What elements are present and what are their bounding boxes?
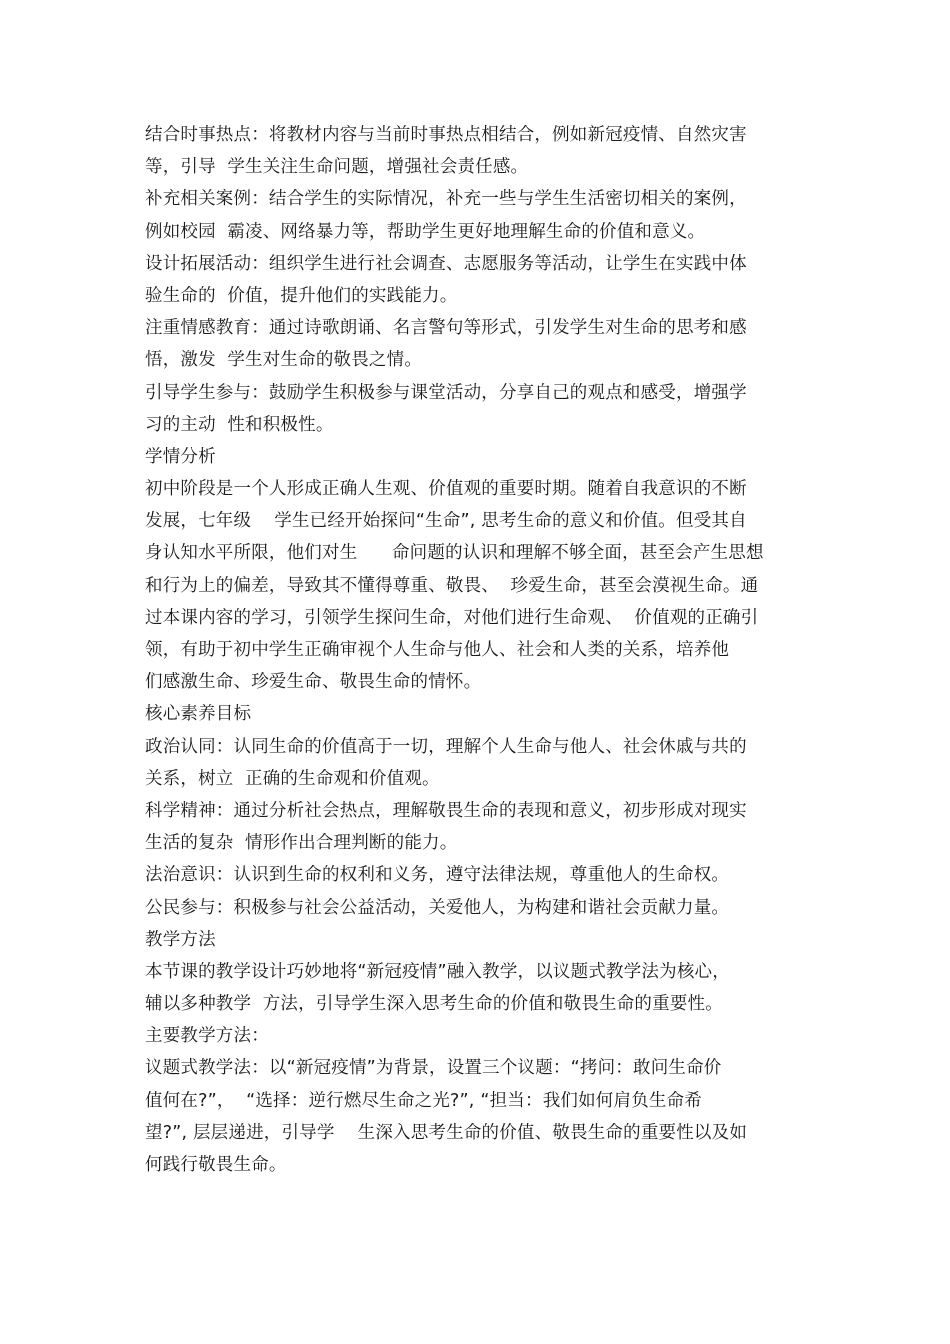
text-line: 教学方法 — [145, 929, 216, 950]
text-line: 法治意识：认识到生命的权利和义务，遵守法律法规，尊重他人的生命权。 — [145, 865, 730, 886]
text-line: 悟，激发 学生对生命的敬畏之情。 — [145, 350, 423, 371]
text-line: 验生命的 价值，提升他们的实践能力。 — [145, 285, 458, 306]
text-line: 主要教学方法： — [145, 1026, 269, 1047]
text-line: 引导学生参与：鼓励学生积极参与课堂活动，分享自己的观点和感受，增强学 — [145, 382, 747, 403]
text-line: 议题式教学法：以“新冠疫情”为背景，设置三个议题：“拷问：敢问生命价 — [145, 1058, 722, 1079]
text-line: 发展，七年级 学生已经开始探问“生命”, 思考生命的意义和价值。但受其自 — [145, 511, 747, 532]
text-line: 过本课内容的学习，引领学生探问生命，对他们进行生命观、 价值观的正确引 — [145, 607, 759, 628]
text-line: 补充相关案例：结合学生的实际情况，补充一些与学生生活密切相关的案例， — [145, 189, 747, 210]
text-line: 学情分析 — [145, 446, 216, 467]
text-line: 习的主动 性和积极性。 — [145, 414, 334, 435]
text-line: 结合时事热点：将教材内容与当前时事热点相结合，例如新冠疫情、自然灾害 — [145, 125, 747, 145]
text-line: 领，有助于初中学生正确审视个人生命与他人、社会和人类的关系，培养他 — [145, 640, 730, 660]
text-line: 本节课的教学设计巧妙地将“新冠疫情”融入教学，以议题式教学法为核心， — [145, 961, 730, 982]
text-line: 公民参与：积极参与社会公益活动，关爱他人，为构建和谐社会贡献力量。 — [145, 897, 730, 918]
text-line: 和行为上的偏差，导致其不懂得尊重、敬畏、 珍爱生命，甚至会漠视生命。通 — [145, 575, 759, 596]
text-line: 注重情感教育：通过诗歌朗诵、名言警句等形式，引发学生对生命的思考和感 — [145, 318, 747, 339]
document-body — [145, 119, 815, 1181]
text-line: 政治认同：认同生命的价值高于一切，理解个人生命与他人、社会休戚与共的 — [145, 736, 747, 757]
text-line: 身认知水平所限，他们对生 命问题的认识和理解不够全面，甚至会产生思想 — [145, 543, 764, 564]
text-line: 设计拓展活动：组织学生进行社会调查、志愿服务等活动，让学生在实践中体 — [145, 253, 747, 274]
text-line: 辅以多种教学 方法，引导学生深入思考生命的价值和敬畏生命的重要性。 — [145, 994, 723, 1015]
text-line: 等，引导 学生关注生命问题，增强社会责任感。 — [145, 157, 529, 178]
text-line: 科学精神：通过分析社会热点，理解敬畏生命的表现和意义，初步形成对现实 — [145, 800, 747, 821]
text-line: 例如校园 霸凌、网络暴力等，帮助学生更好地理解生命的价值和意义。 — [145, 221, 706, 242]
text-line: 何践行敬畏生命。 — [145, 1155, 287, 1175]
text-line: 值何在?”， “选择：逆行燃尽生命之光?”, “担当：我们如何肩负生命希 — [145, 1090, 702, 1111]
text-line: 关系，树立 正确的生命观和价值观。 — [145, 768, 440, 789]
text-line: 生活的复杂 情形作出合理判断的能力。 — [145, 833, 458, 854]
text-line: 核心素养目标 — [145, 704, 252, 725]
text-line: 初中阶段是一个人形成正确人生观、价值观的重要时期。随着自我意识的不断 — [145, 479, 747, 500]
text-line: 们感激生命、珍爱生命、敬畏生命的情怀。 — [145, 672, 482, 693]
text-line: 望?”, 层层递进，引导学 生深入思考生命的价值、敬畏生命的重要性以及如 — [145, 1122, 748, 1143]
